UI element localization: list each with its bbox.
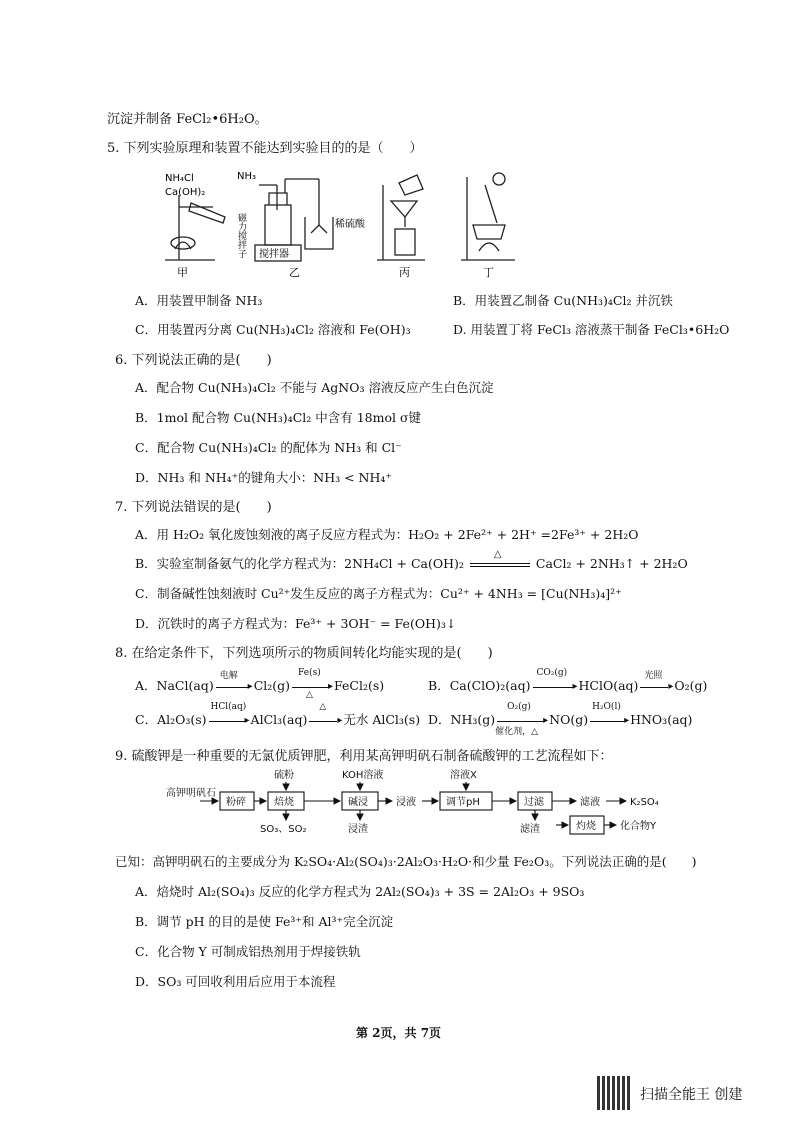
scanner-watermark: 扫描全能王 创建: [640, 1087, 743, 1103]
q8-d-cond2a: H₂O(l): [592, 701, 621, 712]
flow-koh: KOH溶液: [342, 770, 384, 781]
q8-stem: 8. 在给定条件下，下列选项所示的物质间转化均能实现的是( ): [115, 646, 493, 661]
flow-compound-y: 化合物Y: [620, 821, 657, 832]
flow-calcine: 灼烧: [576, 821, 596, 832]
flow-leach: 碱浸: [348, 797, 368, 808]
q8-b-s3: O₂(g): [674, 678, 708, 693]
q9-option-b: B．调节 pH 的目的是使 Fe³⁺和 Al³⁺完全沉淀: [135, 914, 394, 929]
flow-roast: 焙烧: [274, 797, 294, 808]
q7-option-b: [135, 548, 688, 572]
q8-c-s2: AlCl₃(aq): [250, 712, 308, 727]
q8-b-letter: B．: [428, 678, 450, 693]
q8-c-s3: 无水 AlCl₃(s): [343, 712, 421, 727]
q8-b-s1: Ca(ClO)₂(aq): [449, 678, 531, 693]
q7-stem: 7. 下列说法错误的是( ): [115, 500, 272, 515]
label-caoh2: Ca(OH)₂: [165, 187, 206, 198]
label-ding: 丁: [483, 266, 494, 279]
q9-flow-drawing: [160, 766, 700, 838]
q8-b-arrow2: 光照 ▸: [638, 680, 674, 694]
q8-a-s3: FeCl₂(s): [334, 678, 385, 693]
flow-gases: SO₃、SO₂: [260, 824, 307, 835]
q8-d-cond1a: O₂(g): [507, 701, 531, 712]
q8-a-arrow1: 电解 ▸: [214, 680, 254, 694]
q8-c-arrow2: △ ▸: [307, 714, 343, 728]
q8-d-s3: HNO₃(aq): [630, 712, 693, 727]
flow-reagent-x: 溶液X: [450, 770, 477, 781]
q9-option-c: C．化合物 Y 可制成铝热剂用于焊接铁轨: [135, 944, 361, 959]
flow-filter-residue: 滤渣: [520, 824, 540, 835]
flow-filter: 过滤: [524, 797, 544, 808]
q6-option-c: C．配合物 Cu(NH₃)₄Cl₂ 的配体为 NH₃ 和 Cl⁻: [135, 440, 402, 455]
label-dilute-acid: 稀硫酸: [335, 219, 365, 230]
q8-a-cond2b: △: [306, 689, 313, 700]
q8-c-s1: Al₂O₃(s): [157, 712, 207, 727]
label-yi: 乙: [289, 266, 300, 279]
q8-d-letter: D．: [428, 712, 451, 727]
q8-a-s1: NaCl(aq): [156, 678, 214, 693]
flow-k2so4: K₂SO₄: [630, 797, 659, 808]
q8-b-cond2a: 光照: [644, 670, 663, 681]
label-stir-side: 磁力搅拌子: [236, 213, 246, 258]
q8-b-s2: HClO(aq): [578, 678, 639, 693]
q8-d-arrow1: O₂(g) ▸ 催化剂，△: [495, 701, 549, 737]
flow-leachate: 浸液: [396, 797, 416, 808]
q5-apparatus-figure: [155, 165, 535, 280]
q8-a-s2: Cl₂(g): [253, 678, 291, 693]
q8-a-letter: A．: [135, 678, 157, 693]
label-stirrer: 搅拌器: [259, 249, 289, 260]
q7-option-c: C．制备碱性蚀刻液时 Cu²⁺发生反应的离子方程式为：Cu²⁺ + 4NH₃ = [Cu(NH₃)₄]²⁺: [135, 586, 622, 601]
q7-option-d: D．沉铁时的离子方程式为：Fe³⁺ + 3OH⁻ = Fe(OH)₃↓: [135, 616, 457, 631]
label-nh4cl: NH₄Cl: [165, 173, 194, 184]
q7-b-condition: △: [493, 548, 502, 560]
q6-stem: 6. 下列说法正确的是( ): [115, 353, 272, 368]
q8-d-s1: NH₃(g): [450, 712, 496, 727]
q8-a-arrow2: Fe(s) ▸ △: [290, 680, 334, 694]
q8-a-cond1: 电解: [219, 670, 238, 681]
qr-code-icon: [597, 1076, 631, 1110]
label-nh3: NH₃: [237, 171, 257, 182]
q8-d-arrow2: H₂O(l) ▸: [592, 701, 630, 726]
q6-option-a: A．配合物 Cu(NH₃)₄Cl₂ 不能与 AgNO₃ 溶液反应产生白色沉淀: [135, 380, 494, 395]
q5-stem: 5. 下列实验原理和装置不能达到实验目的的是（ ）: [107, 141, 423, 156]
header-line: 沉淀并制备 FeCl₂•6H₂O。: [107, 112, 268, 127]
q7-b-lhs: B．实验室制备氨气的化学方程式为：2NH₄Cl + Ca(OH)₂: [135, 556, 464, 571]
label-bing: 丙: [399, 266, 410, 279]
q8-option-b: [428, 667, 708, 694]
q6-option-d: D．NH₃ 和 NH₄⁺的键角大小：NH₃ < NH₄⁺: [135, 470, 392, 485]
q6-option-b: B．1mol 配合物 Cu(NH₃)₄Cl₂ 中含有 18mol σ键: [135, 410, 421, 425]
q8-c-arrow1: HCl(aq) ▸: [210, 701, 250, 726]
q5-option-a: A．用装置甲制备 NH₃: [135, 293, 263, 308]
flow-adjust-ph: 调节pH: [446, 797, 480, 808]
q8-d-cond1b: 催化剂，△: [495, 726, 539, 737]
q9-stem: 9. 硫酸钾是一种重要的无氯优质钾肥，利用某高钾明矾石制备硫酸钾的工艺流程如下：: [115, 749, 613, 764]
q5-option-d: D. 用装置丁将 FeCl₃ 溶液蒸干制备 FeCl₃•6H₂O: [453, 322, 730, 337]
q8-a-cond2a: Fe(s): [298, 667, 321, 678]
q8-c-cond2a: △: [319, 701, 327, 712]
q8-c-letter: C．: [135, 712, 158, 727]
q7-b-arrow: [468, 548, 532, 572]
flow-raw-1: 高钾明矾石: [166, 788, 216, 799]
page-number: 第 2页，共 7页: [356, 1026, 442, 1040]
q9-option-a: A．焙烧时 Al₂(SO₄)₃ 反应的化学方程式为 2Al₂(SO₄)₃ + 3S = 2Al₂O₃ + 9SO₃: [135, 884, 585, 899]
q8-option-c: [135, 701, 421, 728]
q8-b-cond1: CO₂(g): [536, 667, 568, 678]
flow-residue: 浸渣: [348, 824, 368, 835]
q7-option-a: A．用 H₂O₂ 氧化废蚀刻液的离子反应方程式为：H₂O₂ + 2Fe²⁺ + 2H⁺ =2Fe³⁺ + 2H₂O: [135, 527, 639, 542]
q8-option-a: [135, 667, 385, 700]
flow-filtrate: 滤液: [580, 797, 600, 808]
label-jia: 甲: [177, 266, 188, 279]
q8-option-d: [428, 701, 693, 737]
q7-b-rhs: CaCl₂ + 2NH₃↑ + 2H₂O: [535, 556, 688, 571]
q8-d-s2: NO(g): [549, 712, 589, 727]
q9-known: 已知：高钾明矾石的主要成分为 K₂SO₄·Al₂(SO₄)₃·2Al₂O₃·H₂O·和少量 Fe₂O₃。下列说法正确的是( ): [115, 854, 697, 869]
flow-sulfur: 硫粉: [274, 770, 294, 781]
q5-option-b: B．用装置乙制备 Cu(NH₃)₄Cl₂ 并沉铁: [453, 293, 673, 308]
flow-crush: 粉碎: [226, 797, 246, 808]
q8-b-arrow1: CO₂(g) ▸: [531, 680, 579, 694]
q8-c-cond1: HCl(aq): [210, 701, 247, 712]
q5-option-c: C．用装置丙分离 Cu(NH₃)₄Cl₂ 溶液和 Fe(OH)₃: [135, 322, 411, 337]
q9-option-d: D．SO₃ 可回收利用后应用于本流程: [135, 974, 336, 989]
